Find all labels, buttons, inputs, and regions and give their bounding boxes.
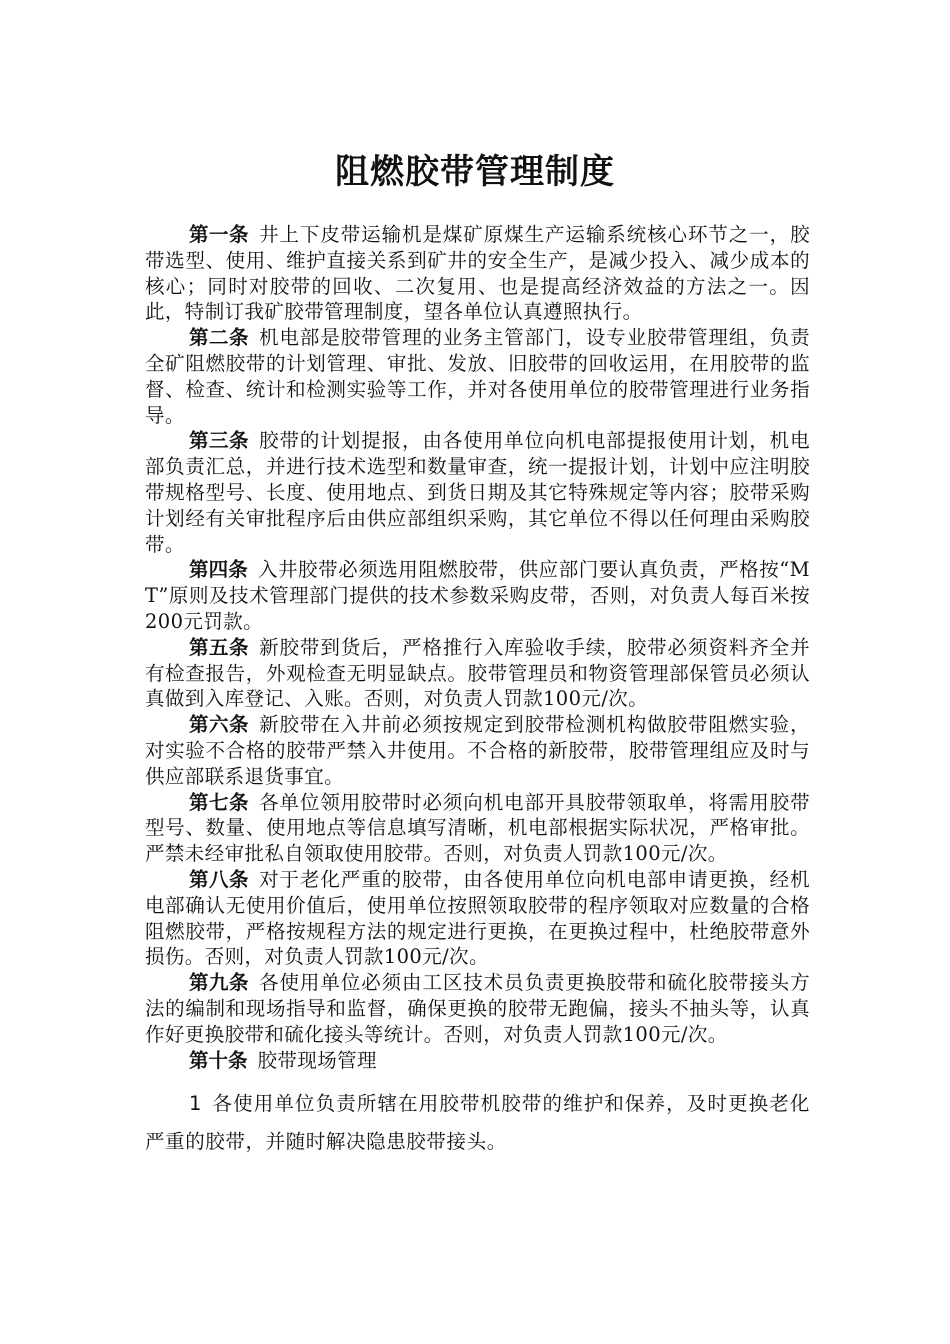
- article-text: 新胶带到货后，严格推行入库验收手续，胶带必须资料齐全并有检查报告，外观检查无明显缺点。胶带管理员和物资管理部保管员必须认真做到入库登记、入账。否则，对负责人罚款100元/次。: [145, 635, 810, 711]
- article-label: 第三条: [189, 429, 250, 453]
- article-label: 第七条: [189, 790, 250, 814]
- article-label: 第八条: [189, 867, 250, 891]
- article-text: 对于老化严重的胶带，由各使用单位向机电部申请更换，经机电部确认无使用价值后，使用单位按照领取胶带的程序领取对应数量的合格阻燃胶带，严格按规程方法的规定进行更换，在更换过程中，杜绝胶带意外损伤。否则，对负责人罚款100元/次。: [145, 867, 810, 969]
- article-text: 机电部是胶带管理的业务主管部门，设专业胶带管理组，负责全矿阻燃胶带的计划管理、审批、发放、旧胶带的回收运用，在用胶带的监督、检查、统计和检测实验等工作，并对各使用单位的胶带管理进行业务指导。: [145, 326, 810, 427]
- article-9: [145, 970, 810, 1047]
- article-2: [145, 325, 810, 428]
- item-text: 各使用单位负责所辖在用胶带机胶带的维护和保养，及时更换老化严重的胶带，并随时解决隐患胶带接头。: [145, 1092, 810, 1154]
- article-10: [145, 1048, 810, 1074]
- article-text: 各单位领用胶带时必须向机电部开具胶带领取单，将需用胶带型号、数量、使用地点等信息填写清晰，机电部根据实际状况，严格审批。严禁未经审批私自领取使用胶带。否则，对负责人罚款100元/次。: [145, 790, 810, 866]
- article-8: [145, 867, 810, 970]
- article-7: [145, 790, 810, 867]
- article-label: 第九条: [189, 971, 250, 995]
- article-text: 胶带的计划提报，由各使用单位向机电部提报使用计划，机电部负责汇总，并进行技术选型和数量审查，统一提报计划，计划中应注明胶带规格型号、长度、使用地点、到货日期及其它特殊规定等内容；胶带采购计划经有关审批程序后由供应部组织采购，其它单位不得以任何理由采购胶带。: [145, 429, 810, 556]
- article-label: 第四条: [189, 558, 248, 582]
- article-text: 各使用单位必须由工区技术员负责更换胶带和硫化胶带接头方法的编制和现场指导和监督，确保更换的胶带无跑偏，接头不抽头等，认真作好更换胶带和硫化接头等统计。否则，对负责人罚款100元/次。: [145, 971, 810, 1046]
- document-body: [145, 222, 810, 1161]
- article-text: 入井胶带必须选用阻燃胶带，供应部门要认真负责，严格按“MT”原则及技术管理部门提供的技术参数采购皮带，否则，对负责人每百米按200元罚款。: [145, 558, 810, 633]
- article-label: 第十条: [189, 1048, 248, 1072]
- item-number: 1: [189, 1092, 203, 1116]
- article-label: 第六条: [189, 713, 250, 737]
- article-label: 第二条: [189, 326, 250, 350]
- article-text: 井上下皮带运输机是煤矿原煤生产运输系统核心环节之一，胶带选型、使用、维护直接关系到矿井的安全生产，是减少投入、减少成本的核心；同时对胶带的回收、二次复用、也是提高经济效益的方法之一。因此，特制订我矿胶带管理制度，望各单位认真遵照执行。: [145, 223, 810, 324]
- article-3: [145, 428, 810, 557]
- article-label: 第一条: [189, 223, 250, 246]
- article-label: 第五条: [189, 635, 250, 659]
- article-5: [145, 635, 810, 712]
- article-4: [145, 557, 810, 634]
- article-1: [145, 222, 810, 325]
- article-6: [145, 712, 810, 789]
- list-item: [145, 1085, 810, 1161]
- article-text: 胶带现场管理: [257, 1048, 377, 1072]
- article-text: 新胶带在入井前必须按规定到胶带检测机构做胶带阻燃实验，对实验不合格的胶带严禁入井使用。不合格的新胶带，胶带管理组应及时与供应部联系退货事宜。: [145, 713, 810, 788]
- document-title: 阻燃胶带管理制度: [335, 151, 615, 192]
